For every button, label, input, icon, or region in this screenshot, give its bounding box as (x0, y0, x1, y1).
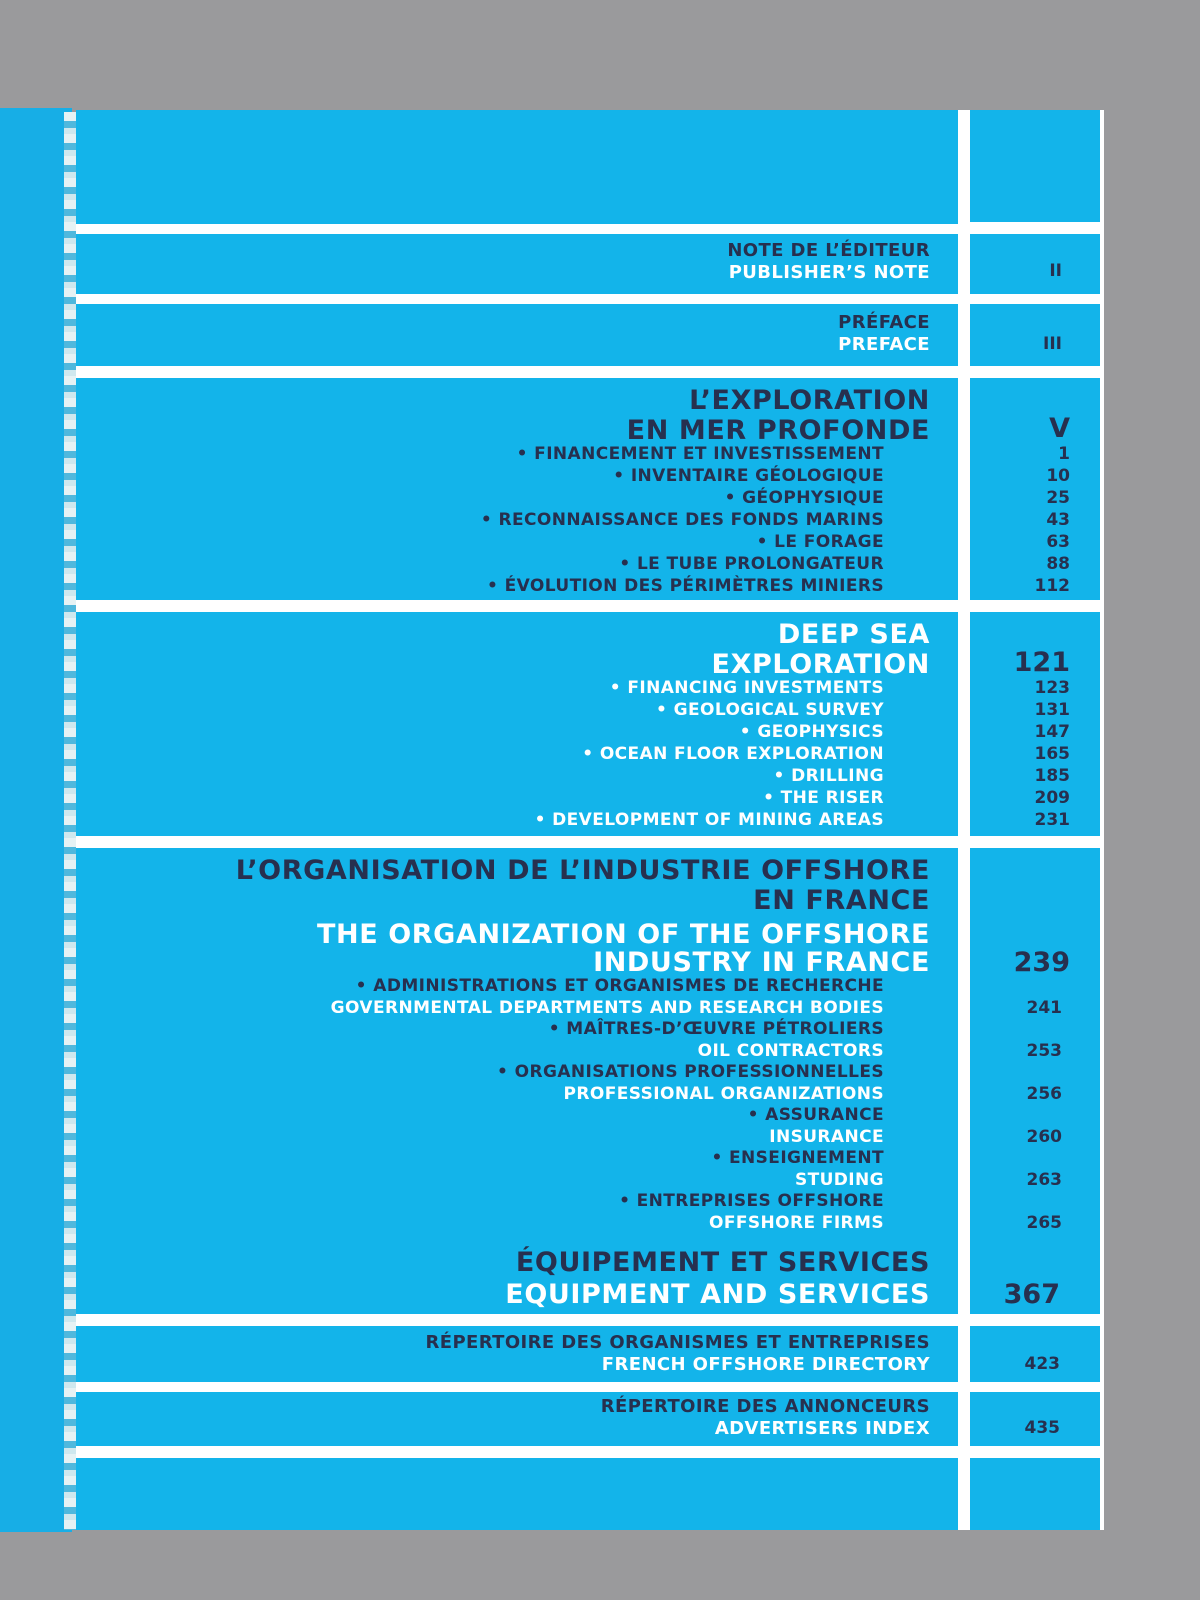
section-page-number: V (1049, 413, 1070, 444)
toc-section-exploration-en[interactable] (76, 612, 958, 836)
section-page-number: 121 (1013, 647, 1070, 678)
toc-item-en[interactable]: STUDING (794, 1170, 884, 1190)
toc-item-fr[interactable]: • ENSEIGNEMENT (711, 1148, 884, 1168)
toc-item[interactable]: • LE FORAGE (756, 532, 884, 552)
top-band-right (970, 110, 1100, 222)
toc-item-fr[interactable]: • ENTREPRISES OFFSHORE (619, 1191, 884, 1211)
toc-item-fr[interactable]: • ORGANISATIONS PROFESSIONNELLES (497, 1062, 884, 1082)
item-page-number: 147 (1034, 722, 1070, 742)
section-title-line-1: L’EXPLORATION (689, 385, 930, 416)
toc-note-fr: NOTE DE L’ÉDITEUR (727, 240, 930, 261)
toc-item[interactable]: • GÉOPHYSIQUE (724, 488, 884, 508)
toc-preface-en: PREFACE (838, 334, 930, 355)
toc-page-cell-directory (970, 1326, 1100, 1382)
item-page-number: 43 (1046, 510, 1070, 530)
section-title-en-line-2: INDUSTRY IN FRANCE (593, 947, 930, 978)
toc-page-cell-exploration-fr (970, 378, 1100, 600)
toc-section-exploration-fr[interactable] (76, 378, 958, 600)
toc-item[interactable]: • GEOPHYSICS (739, 722, 884, 742)
item-page-number: 10 (1046, 466, 1070, 486)
toc-page-cell-preface (970, 304, 1100, 366)
toc-preface-page: III (1043, 334, 1062, 354)
item-page-number: 63 (1046, 532, 1070, 552)
section-title-line-2: EXPLORATION (711, 649, 930, 680)
toc-item[interactable]: • FINANCING INVESTMENTS (609, 678, 884, 698)
toc-page-cell-organization (970, 848, 1100, 1314)
toc-item-en[interactable]: OIL CONTRACTORS (697, 1041, 884, 1061)
toc-row-advertisers[interactable] (76, 1392, 958, 1446)
toc-item-fr[interactable]: • MAÎTRES-D’ŒUVRE PÉTROLIERS (548, 1019, 884, 1039)
toc-advertisers-fr: RÉPERTOIRE DES ANNONCEURS (600, 1396, 930, 1417)
item-page-number: 209 (1034, 788, 1070, 808)
toc-item[interactable]: • DRILLING (773, 766, 884, 786)
binding-edge (64, 112, 76, 1530)
item-page-number: 231 (1034, 810, 1070, 830)
toc-row-preface[interactable] (76, 304, 958, 366)
toc-item-fr[interactable]: • ASSURANCE (747, 1105, 884, 1125)
section-title-fr-line-1: L’ORGANISATION DE L’INDUSTRIE OFFSHORE (235, 855, 930, 886)
item-page-number: 241 (1026, 998, 1062, 1018)
toc-item-en[interactable]: INSURANCE (769, 1127, 884, 1147)
item-page-number: 256 (1026, 1084, 1062, 1104)
toc-advertisers-en: ADVERTISERS INDEX (714, 1418, 930, 1439)
top-band-left (76, 110, 958, 224)
item-page-number: 185 (1034, 766, 1070, 786)
toc-row-directory[interactable] (76, 1326, 958, 1382)
toc-directory-en: FRENCH OFFSHORE DIRECTORY (601, 1354, 930, 1375)
item-page-number: 131 (1034, 700, 1070, 720)
toc-note-en: PUBLISHER’S NOTE (728, 262, 930, 283)
item-page-number: 165 (1034, 744, 1070, 764)
item-page-number: 265 (1026, 1213, 1062, 1233)
toc-advertisers-page: 435 (1024, 1418, 1060, 1438)
toc-row-note[interactable] (76, 234, 958, 294)
toc-section-organization[interactable] (76, 848, 958, 1314)
item-page-number: 253 (1026, 1041, 1062, 1061)
toc-page-cell-exploration-en (970, 612, 1100, 836)
toc-directory-page: 423 (1024, 1354, 1060, 1374)
item-page-number: 260 (1026, 1127, 1062, 1147)
bottom-band-left (76, 1458, 958, 1530)
toc-item[interactable]: • LE TUBE PROLONGATEUR (619, 554, 884, 574)
section-title-en-line-1: THE ORGANIZATION OF THE OFFSHORE (316, 919, 930, 950)
toc-item[interactable]: • DEVELOPMENT OF MINING AREAS (534, 810, 884, 830)
section-title-fr-line-2: EN FRANCE (753, 885, 930, 916)
toc-item[interactable]: • GEOLOGICAL SURVEY (656, 700, 884, 720)
contents-page (76, 110, 1104, 1530)
toc-item[interactable]: • RECONNAISSANCE DES FONDS MARINS (480, 510, 884, 530)
equipment-title-fr[interactable]: ÉQUIPEMENT ET SERVICES (515, 1247, 930, 1278)
toc-page-cell-advertisers (970, 1392, 1100, 1446)
section-title-line-2: EN MER PROFONDE (626, 415, 930, 446)
toc-page-cell-note (970, 234, 1100, 294)
section-page-number: 239 (1013, 947, 1070, 978)
toc-preface-fr: PRÉFACE (838, 312, 930, 333)
item-page-number: 123 (1034, 678, 1070, 698)
item-page-number: 112 (1034, 576, 1070, 596)
section-title-line-1: DEEP SEA (777, 619, 930, 650)
toc-item[interactable]: • OCEAN FLOOR EXPLORATION (582, 744, 884, 764)
toc-item-en[interactable]: OFFSHORE FIRMS (708, 1213, 884, 1233)
item-page-number: 263 (1026, 1170, 1062, 1190)
left-cover-page (0, 108, 72, 1532)
item-page-number: 88 (1046, 554, 1070, 574)
item-page-number: 1 (1058, 444, 1070, 464)
equipment-page-number: 367 (1003, 1279, 1060, 1310)
toc-item-fr[interactable]: • ADMINISTRATIONS ET ORGANISMES DE RECHERCHE (355, 976, 884, 996)
toc-item[interactable]: • ÉVOLUTION DES PÉRIMÈTRES MINIERS (487, 576, 884, 596)
equipment-title-en[interactable]: EQUIPMENT AND SERVICES (505, 1279, 930, 1310)
toc-item-en[interactable]: PROFESSIONAL ORGANIZATIONS (563, 1084, 884, 1104)
item-page-number: 25 (1046, 488, 1070, 508)
toc-note-page: II (1049, 261, 1062, 281)
toc-item[interactable]: • INVENTAIRE GÉOLOGIQUE (613, 466, 884, 486)
toc-item[interactable]: • FINANCEMENT ET INVESTISSEMENT (516, 444, 884, 464)
toc-item-en[interactable]: GOVERNMENTAL DEPARTMENTS AND RESEARCH BODIES (330, 998, 884, 1018)
bottom-band-right (970, 1458, 1100, 1530)
toc-directory-fr: RÉPERTOIRE DES ORGANISMES ET ENTREPRISES (425, 1332, 930, 1353)
toc-item[interactable]: • THE RISER (763, 788, 884, 808)
